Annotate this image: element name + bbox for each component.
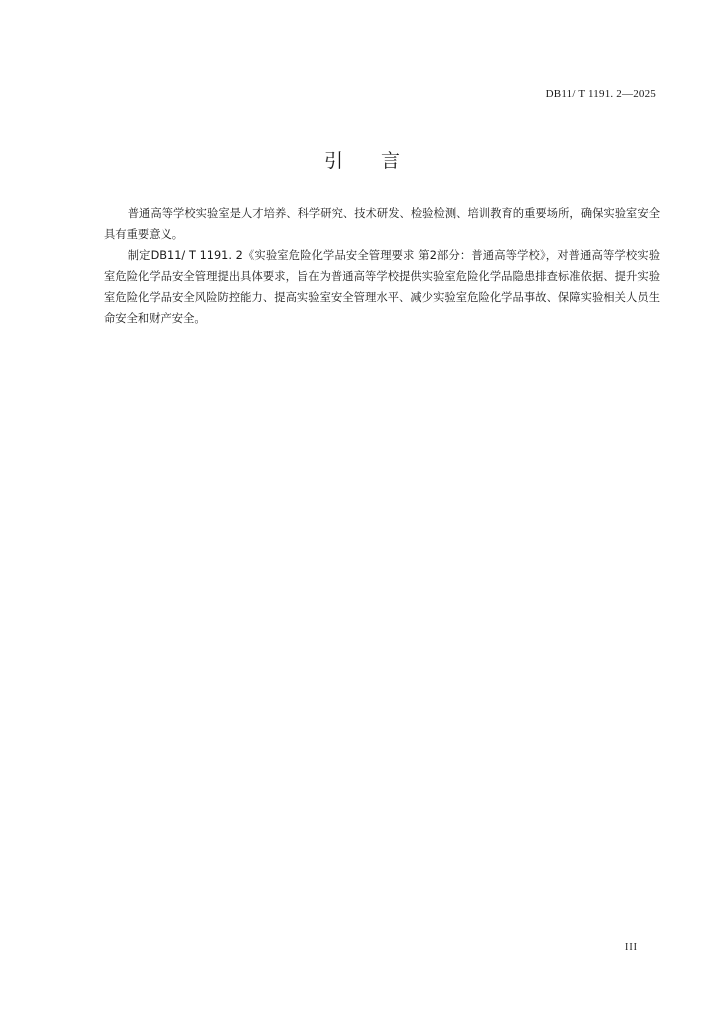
page-title (0, 146, 724, 173)
paragraph-1: 普通高等学校实验室是人才培养、科学研究、技术研发、检验检测、培训教育的重要场所，确保实验室安全具有重要意义。 (104, 207, 660, 241)
page-number: III (625, 942, 638, 953)
paragraph-2: 制定DB11/ T 1191. 2《实验室危险化学品安全管理要求 第2部分：普通高等学校》，对普通高等学校实验室危险化学品安全管理提出具体要求，旨在为普通高等学校提供实验室危险化学品隐患排查标准依据、提升实验室危险化学品安全风险防控能力、提高实验室安全管理水平、减少实验室危险化学品事故、保障实验相关人员生命安全和财产安全。 (104, 249, 660, 325)
title-char-2: 言 (381, 150, 401, 172)
title-char-1: 引 (323, 150, 343, 172)
standard-code: DB11/ T 1191. 2—2025 (545, 88, 656, 100)
introduction-body (104, 203, 660, 329)
